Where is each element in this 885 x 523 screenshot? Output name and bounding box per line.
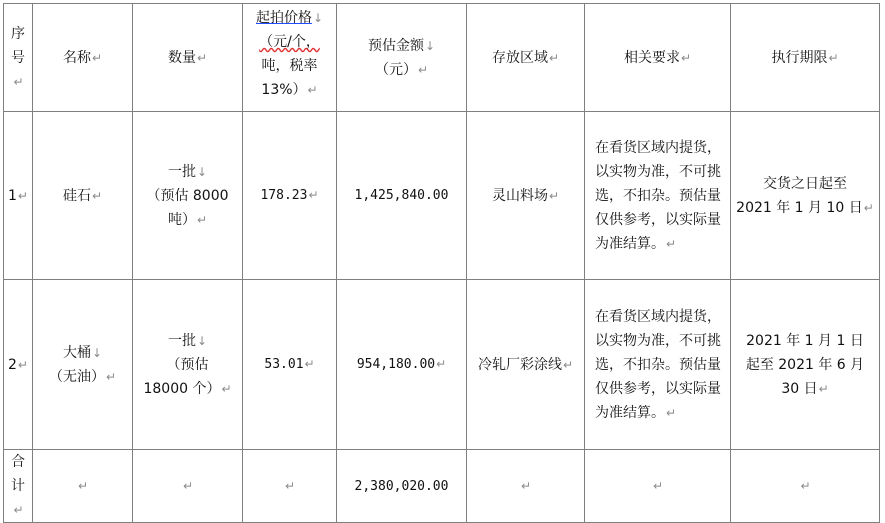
- header-qty: 数量↵: [133, 4, 243, 112]
- header-row: [4, 4, 880, 112]
- cell-area: 冷轧厂彩涂线↵: [467, 280, 585, 450]
- header-period: 执行期限↵: [731, 4, 880, 112]
- total-empty-cell: ↵: [243, 450, 337, 523]
- cell-name: 大桶↓ （无油）↵: [33, 280, 133, 450]
- table-row: [4, 112, 880, 280]
- cell-amount: 954,180.00↵: [337, 280, 467, 450]
- cell-area: 灵山料场↵: [467, 112, 585, 280]
- cell-price: 53.01↵: [243, 280, 337, 450]
- total-empty-cell: ↵: [33, 450, 133, 523]
- table-row: [4, 280, 880, 450]
- header-name: 名称↵: [33, 4, 133, 112]
- cell-qty: 一批↓ （预估 18000 个）↵: [133, 280, 243, 450]
- header-requirements: 相关要求↵: [585, 4, 731, 112]
- total-amount: 2,380,020.00: [337, 450, 467, 523]
- total-empty-cell: ↵: [467, 450, 585, 523]
- cell-seq: 2↵: [4, 280, 33, 450]
- header-amount: 预估金额↓ （元）↵: [337, 4, 467, 112]
- total-label: 合 计↵: [4, 450, 33, 523]
- auction-table: [3, 3, 880, 523]
- total-empty-cell: ↵: [133, 450, 243, 523]
- cell-seq: 1↵: [4, 112, 33, 280]
- cell-period: 2021 年 1 月 1 日 起至 2021 年 6 月 30 日↵: [731, 280, 880, 450]
- cell-price: 178.23↵: [243, 112, 337, 280]
- cell-period: 交货之日起至 2021 年 1 月 10 日↵: [731, 112, 880, 280]
- cell-name: 硅石↵: [33, 112, 133, 280]
- total-row: [4, 450, 880, 523]
- header-area: 存放区域↵: [467, 4, 585, 112]
- cell-requirements: 在看货区域内提货，以实物为准，不可挑选，不扣杂。预估量仅供参考，以实际量为准结算。↵: [585, 112, 731, 280]
- cell-qty: 一批↓ （预估 8000 吨）↵: [133, 112, 243, 280]
- header-seq: 序 号↵: [4, 4, 33, 112]
- header-price: 起拍价格↓ （元/个， 吨，税率 13%）↵: [243, 4, 337, 112]
- cell-requirements: 在看货区域内提货，以实物为准，不可挑选，不扣杂。预估量仅供参考，以实际量为准结算。↵: [585, 280, 731, 450]
- total-empty-cell: ↵: [585, 450, 731, 523]
- total-empty-cell: ↵: [731, 450, 880, 523]
- cell-amount: 1,425,840.00: [337, 112, 467, 280]
